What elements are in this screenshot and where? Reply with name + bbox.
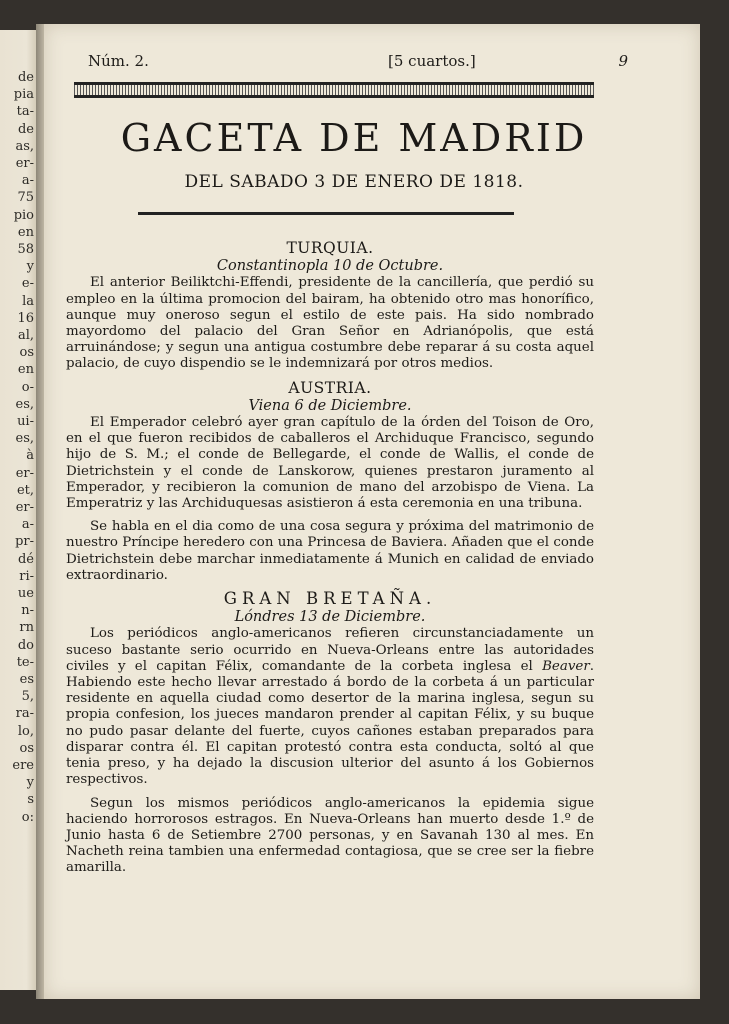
article-body — [66, 240, 594, 884]
left-page-fragment: rn — [19, 620, 34, 636]
left-page-fragment: dé — [17, 551, 34, 567]
article-paragraph: El anterior Beiliktchi-Effendi, presidente de la cancillería, que perdió su empleo en la última promocion del bairam, ha obtenido otro mas honorífico, aunque muy oneroso segun el estilo de este pais. Ha sido nombrado mayordomo del palacio del Gran Señor en Adrianópolis, que está arruinándose; y segun una antigua costumbre debe reparar á su costa aquel palacio, de cuyo dispendio se le indemnizará por otros medios. — [66, 275, 594, 372]
left-page-fragment: pio — [13, 207, 34, 223]
page-number: 9 — [618, 52, 628, 70]
left-page-fragment: al, — [17, 328, 34, 343]
page-header — [88, 52, 628, 76]
header-rule — [74, 82, 594, 98]
section-place-austria: Viena 6 de Diciembre. — [248, 397, 412, 414]
left-page-edge — [0, 30, 38, 990]
section-heading-austria: AUSTRIA. — [288, 378, 372, 397]
article-paragraph: Se habla en el dia como de una cosa segura y próxima del matrimonio de nuestro Príncipe heredero con una Princesa de Baviera. Añaden que el conde Dietrichstein debe marchar inmediatamente á Munich en calidad de enviado extraordinario. — [66, 519, 594, 583]
left-page-fragment: er- — [15, 500, 34, 515]
masthead-rule — [138, 212, 514, 215]
left-page-fragment: a- — [21, 517, 34, 533]
article-paragraph — [66, 626, 594, 788]
left-page-fragment: en — [17, 224, 34, 240]
left-page-fragment: à — [26, 448, 34, 464]
masthead-title: GACETA DE MADRID — [120, 116, 588, 160]
left-page-fragment: do — [17, 637, 34, 653]
left-page-fragment: pia — [13, 87, 34, 103]
left-page-fragment: ta- — [16, 104, 34, 120]
left-page-fragment: y — [26, 775, 34, 791]
section-place-turquia: Constantinopla 10 de Octubre. — [216, 258, 444, 275]
left-page-fragment: y — [26, 259, 34, 275]
left-page-fragment: lo, — [17, 723, 34, 739]
left-page-fragment: 5, — [21, 689, 34, 705]
left-page-fragment: 58 — [17, 242, 34, 257]
left-page-fragment: es — [19, 672, 34, 687]
left-page-fragment: o- — [21, 379, 34, 395]
section-place-gran-bretana: Lóndres 13 de Diciembre. — [234, 609, 426, 626]
left-page-fragment: pr- — [15, 534, 34, 550]
left-page-fragment: es, — [15, 431, 34, 447]
left-page-fragment: la — [22, 293, 34, 309]
left-page-fragment: ui- — [17, 414, 34, 429]
issue-price: [5 cuartos.] — [388, 52, 476, 70]
article-paragraph: El Emperador celebró ayer gran capítulo de la órden del Toison de Oro, en el que fueron recibidos de caballeros el Archiduque Francisco, segundo hijo de S. M.; el conde de Bellegarde, el conde de Wallis, el conde de Dietrichstein y el conde de Lanskorow, quienes prestaron juramento al Emperador, y recibieron la comunion de mano del arzobispo de Viena. La Emperatriz y las Archiduquesas asistieron á esta ceremonia en una tribuna. — [66, 415, 594, 512]
section-heading-gran-bretana: GRAN BRETAÑA. — [223, 589, 437, 609]
left-page-fragment: er- — [15, 156, 34, 171]
issue-number: Núm. 2. — [88, 52, 149, 70]
section-heading-turquia: TURQUIA. — [286, 239, 374, 257]
left-page-fragment: er- — [15, 465, 34, 481]
left-page-fragment: a- — [21, 173, 34, 189]
ship-name: Beaver — [542, 658, 590, 674]
left-page-fragment: ri- — [19, 568, 34, 584]
left-page-fragment: es, — [15, 396, 34, 412]
left-page-fragment: as, — [15, 138, 34, 154]
left-page-fragment: s — [27, 792, 34, 808]
left-page-fragment: n- — [21, 603, 34, 619]
paragraph-text: . Habiendo este hecho llevar arrestado á bordo de la corbeta á un particular residente en aquella ciudad como desertor de la marina inglesa, segun su propia confesion, los jueces mandaron prender al capitan Félix, y su buque no pudo pasar delante del fuerte, cuyos cañones estaban preparados para disparar contra él. El capitan protestó contra esta conducta, soltó al que tenia preso, y ha dejado la discusion ulterior del asunto á los Gobiernos respectivos. — [66, 658, 594, 788]
left-page-fragment: et, — [16, 482, 34, 498]
left-page-fragment: ra- — [15, 706, 34, 722]
paragraph-text: Los periódicos anglo-americanos refieren circunstanciadamente un suceso bastante serio ocurrido en Nueva-Orleans entre las autoridades civiles y el capitan Félix, comandante de la corbeta inglesa el — [66, 626, 594, 674]
left-page-fragment: en — [17, 362, 34, 378]
left-page-fragment: 16 — [17, 310, 34, 326]
left-page-fragment: ue — [17, 586, 34, 601]
left-page-fragment: ere — [12, 758, 34, 773]
left-page-fragment: e- — [21, 276, 34, 292]
left-page-fragment: 75 — [17, 190, 34, 206]
article-paragraph: Segun los mismos periódicos anglo-americanos la epidemia sigue haciendo horrorosos estragos. En Nueva-Orleans han muerto desde 1.º de Junio hasta 6 de Setiembre 2700 personas, y en Savanah 130 al mes. En Nacheth reina tambien una enfermedad contagiosa, que se cree ser la fiebre amarilla. — [66, 795, 594, 876]
left-page-fragment: o: — [21, 809, 34, 825]
newspaper-page — [44, 24, 700, 999]
left-page-fragment: os — [19, 740, 34, 756]
dateline: DEL SABADO 3 DE ENERO DE 1818. — [184, 172, 524, 192]
left-page-fragment: de — [17, 70, 34, 85]
left-page-fragment: os — [19, 345, 34, 361]
left-page-fragment: te- — [16, 654, 34, 670]
left-page-fragment: de — [17, 121, 34, 137]
